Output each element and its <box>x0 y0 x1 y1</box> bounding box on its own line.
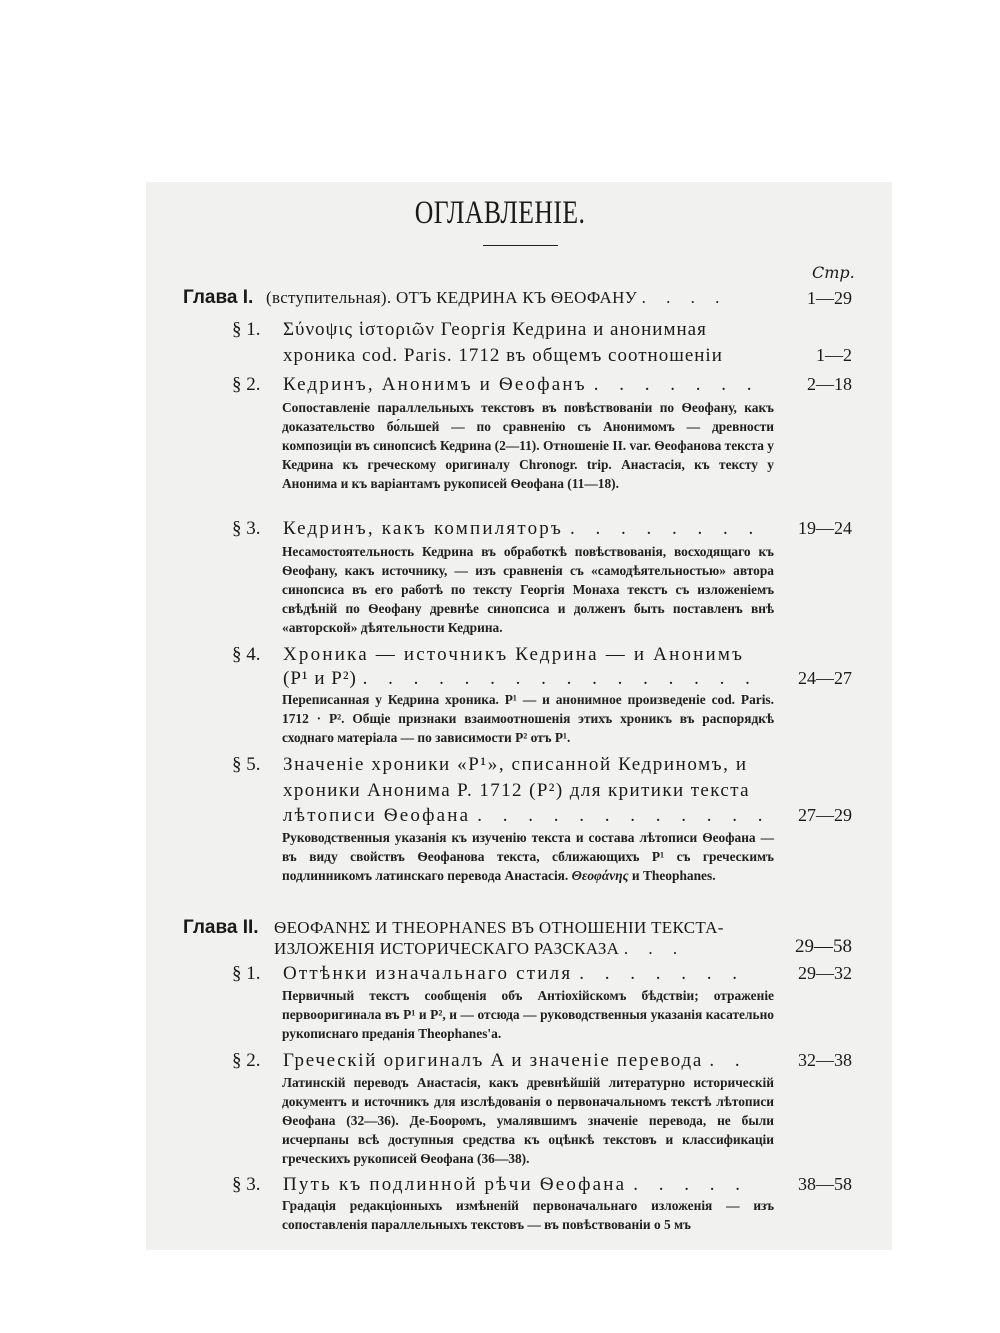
ch1-section-4-title-line2: (P¹ и P²) . . . . . . . . . . . . . . . . <box>283 668 758 689</box>
ch1-section-5-description: Руководственныя указанія къ изученію текста и состава лѣтописи Ѳеофана — въ виду свойствъ Ѳеофанова текста, сближающихъ P¹ съ греческимъ подлинникомъ латинскаго перевода Анастасія. Θεοφάνης и Theophanes. <box>282 830 774 883</box>
ch2-section-1-number: § 1. <box>232 963 261 984</box>
ch1-section-5-title-line2: хроники Анонима P. 1712 (P²) для критики текста <box>283 780 751 801</box>
ch2-section-2-pages: 32—38 <box>798 1050 852 1070</box>
ch1-section-2-description: Сопоставленіе параллельныхъ текстовъ въ повѣствованіи по Ѳеофану, какъ доказательство бо́льшей — по сравненію съ Анонимомъ — древности композиціи въ синопсисѣ Кедрина (2—11). Отношеніе II. var. Ѳеофанова текста у Кедрина къ греческому оригиналу Chronogr. trip. Анастасія, къ тексту у Анонима и къ варіантамъ рукописей Ѳеофана (11—18). <box>282 400 774 491</box>
ch2-section-2-number: § 2. <box>232 1050 261 1071</box>
chapter-2-label: Глава II. <box>183 917 259 938</box>
ch2-section-1-description: Первичный текстъ сообщенія объ Антіохійскомъ бѣдствіи; отраженіе первооригинала въ P¹ и P², и — отсюда — руководственныя указанія касательно рукописнаго преданія Theophanes'а. <box>282 988 774 1041</box>
ch2-section-2-title: Греческій оригиналъ A и значеніе перевода . . <box>283 1050 748 1071</box>
ch1-section-3-number: § 3. <box>232 518 261 539</box>
ch1-section-3-description: Несамостоятельность Кедрина въ обработкѣ повѣствованія, восходящаго къ Ѳеофану, какъ источнику, — изъ сравненія съ «самодѣятельностью» автора синопсиса въ его работѣ по тексту Георгія Монаха текстъ съ изложеніемъ свѣдѣній по Ѳеофану древнѣе синопсиса и долженъ быть поставленъ внѣ «авторской» дѣятельности Кедрина. <box>282 544 774 635</box>
ch2-section-1-title: Оттѣнки изначальнаго стиля . . . . . . . <box>283 963 745 984</box>
ch1-section-2-pages: 2—18 <box>807 374 852 394</box>
ch1-section-3-pages: 19—24 <box>798 518 852 538</box>
ch2-section-3-description: Градація редакціонныхъ измѣненій первоначальнаго изложенія — изъ сопоставленія параллельныхъ текстовъ — въ повѣствованіи о 5 мъ <box>282 1198 774 1232</box>
chapter-1-pages: 1—29 <box>807 288 852 308</box>
ch1-section-5-title-line1: Значеніе хроники «P¹», списанной Кедриномъ, и <box>283 754 748 775</box>
ch1-section-1-title-line2: хроника cod. Paris. 1712 въ общемъ соотношеніи <box>283 345 723 366</box>
ch1-section-4-number: § 4. <box>232 644 261 665</box>
title-rule <box>483 245 558 246</box>
ch1-section-5-pages: 27—29 <box>798 805 852 825</box>
page-column-label: Стр. <box>812 263 855 282</box>
ch1-section-2-title: Кедринъ, Анонимъ и Ѳеофанъ . . . . . . . <box>283 374 760 395</box>
greek-word: Θεοφάνης <box>571 868 629 883</box>
ch1-section-2-number: § 2. <box>232 374 261 395</box>
chapter-1-label: Глава I. <box>183 287 254 308</box>
ch1-section-4-title-line1: Хроника — источникъ Кедрина — и Анонимъ <box>283 644 745 665</box>
chapter-2-heading-line1: ѲЕОФАNНΣ И THEOPHANES ВЪ ОТНОШЕНІИ ТЕКСТА- <box>274 918 724 937</box>
ch1-section-5-number: § 5. <box>232 754 261 775</box>
ch1-section-1-pages: 1—2 <box>816 345 852 365</box>
ch2-section-3-title: Путь къ подлинной рѣчи Ѳеофана . . . . . <box>283 1174 748 1195</box>
ch1-section-1-title-line1: Σύνοψις ἱστοριῶν Георгія Кедрина и анонимная <box>283 319 707 340</box>
ch1-section-1-number: § 1. <box>232 319 261 340</box>
ch1-section-3-title: Кедринъ, какъ компиляторъ . . . . . . . . <box>283 518 762 539</box>
chapter-1-heading: (вступительная). ОТЪ КЕДРИНА КЪ ѲЕОФАНУ . . . . <box>266 288 728 307</box>
chapter-2-heading-line2: ИЗЛОЖЕНІЯ ИСТОРИЧЕСКАГО РАЗСКАЗА . . . <box>274 939 686 958</box>
ch1-section-4-pages: 24—27 <box>798 668 852 688</box>
ch2-section-1-pages: 29—32 <box>798 963 852 983</box>
chapter-2-pages: 29—58 <box>795 936 852 957</box>
ch1-section-5-title-line3: лѣтописи Ѳеофана . . . . . . . . . . . . <box>283 805 771 826</box>
ch2-section-2-description: Латинскій переводъ Анастасія, какъ древнѣйшій литературно историческій документъ и источникъ для изслѣдованія о первоначальномъ текстѣ лѣтописи Ѳеофана (32—36). Де-Бооромъ, умалявшимъ значеніе перевода, не были исчерпаны всѣ доступныя средства къ оцѣнкѣ текстовъ и классификаціи греческихъ рукописей Ѳеофана (36—38). <box>282 1075 774 1166</box>
ch2-section-3-pages: 38—58 <box>798 1174 852 1194</box>
page-title: ОГЛАВЛЕНІЕ. <box>414 195 586 231</box>
ch2-section-3-number: § 3. <box>232 1174 261 1195</box>
ch1-section-4-description: Переписанная у Кедрина хроника. P¹ — и анонимное произведеніе cod. Paris. 1712 · P². Общіе признаки взаимоотношенія этихъ хроникъ въ распорядкѣ сходнаго матеріала — по зависимости P² отъ P¹. <box>282 692 774 745</box>
